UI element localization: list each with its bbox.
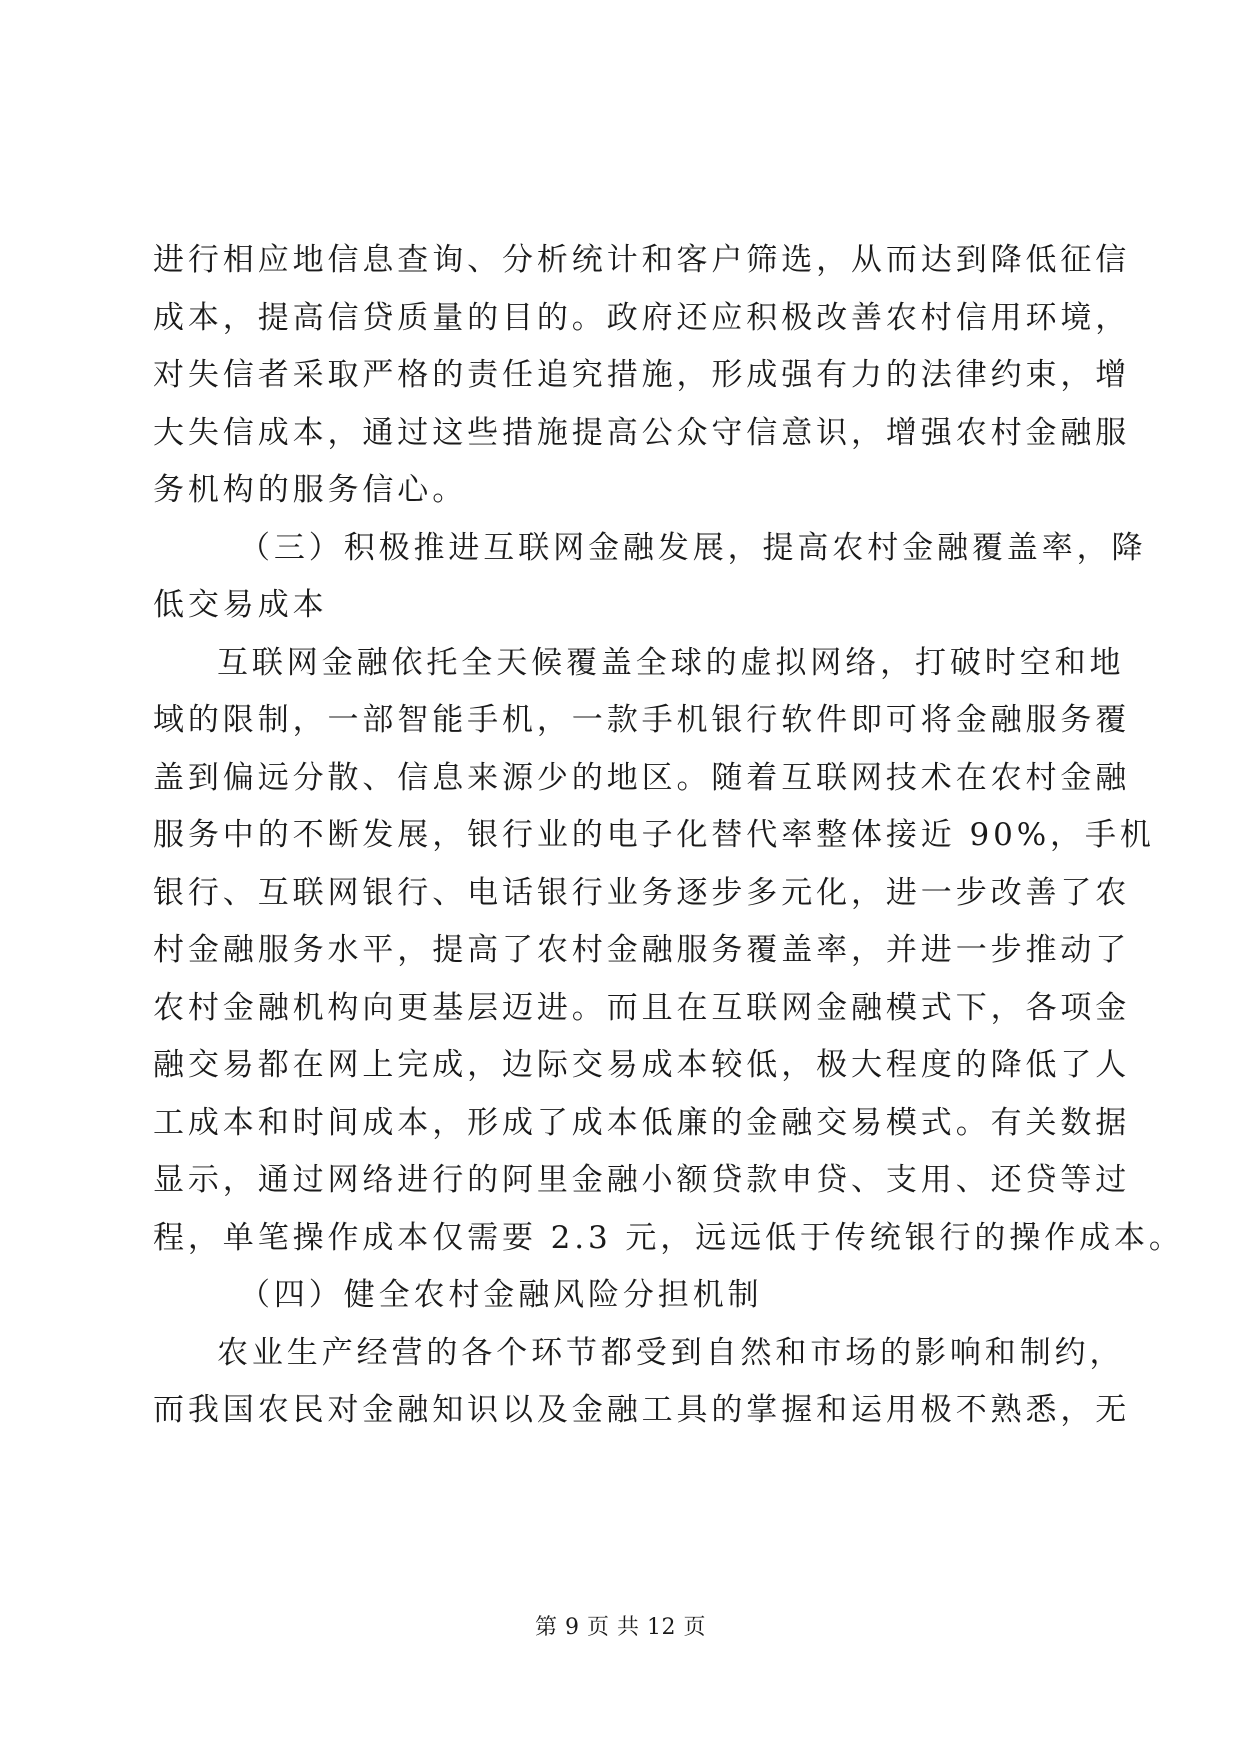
text-line: 域的限制，一部智能手机，一款手机银行软件即可将金融服务覆: [153, 702, 1131, 738]
text-line: 村金融服务水平，提高了农村金融服务覆盖率，并进一步推动了: [153, 932, 1131, 968]
section-heading-3-continued: 低交易成本: [153, 587, 328, 623]
section-heading-3: （三）积极推进互联网金融发展，提高农村金融覆盖率，降: [239, 529, 1147, 566]
text-line: 银行、互联网银行、电话银行业务逐步多元化，进一步改善了农: [153, 874, 1131, 911]
text-line: 进行相应地信息查询、分析统计和客户筛选，从而达到降低征信: [153, 242, 1131, 278]
text-line: 服务中的不断发展，银行业的电子化替代率整体接近 90%，手机: [153, 817, 1155, 853]
section-heading-4: （四）健全农村金融风险分担机制: [239, 1277, 763, 1313]
text-line: 显示，通过网络进行的阿里金融小额贷款申贷、支用、还贷等过: [153, 1162, 1131, 1198]
paragraph-start: 互联网金融依托全天候覆盖全球的虚拟网络，打破时空和地: [217, 644, 1125, 681]
text-line: 大失信成本，通过这些措施提高公众守信意识，增强农村金融服: [153, 414, 1131, 451]
text-line: 对失信者采取严格的责任追究措施，形成强有力的法律约束，增: [153, 357, 1131, 393]
text-line: 盖到偏远分散、信息来源少的地区。随着互联网技术在农村金融: [153, 759, 1131, 796]
page-number-footer: 第 9 页 共 12 页: [535, 1615, 706, 1640]
text-line: 融交易都在网上完成，边际交易成本较低，极大程度的降低了人: [153, 1047, 1131, 1083]
text-line: 农村金融机构向更基层迈进。而且在互联网金融模式下，各项金: [153, 989, 1131, 1026]
body-text: [153, 232, 1184, 1440]
text-line: 而我国农民对金融知识以及金融工具的掌握和运用极不熟悉，无: [153, 1392, 1131, 1428]
text-line: 成本，提高信贷质量的目的。政府还应积极改善农村信用环境，: [153, 299, 1131, 336]
text-line: 务机构的服务信心。: [153, 472, 468, 508]
text-line: 工成本和时间成本，形成了成本低廉的金融交易模式。有关数据: [153, 1104, 1131, 1141]
text-line: 程，单笔操作成本仅需要 2.3 元，远远低于传统银行的操作成本。: [153, 1219, 1184, 1256]
paragraph-start: 农业生产经营的各个环节都受到自然和市场的影响和制约，: [217, 1334, 1125, 1371]
